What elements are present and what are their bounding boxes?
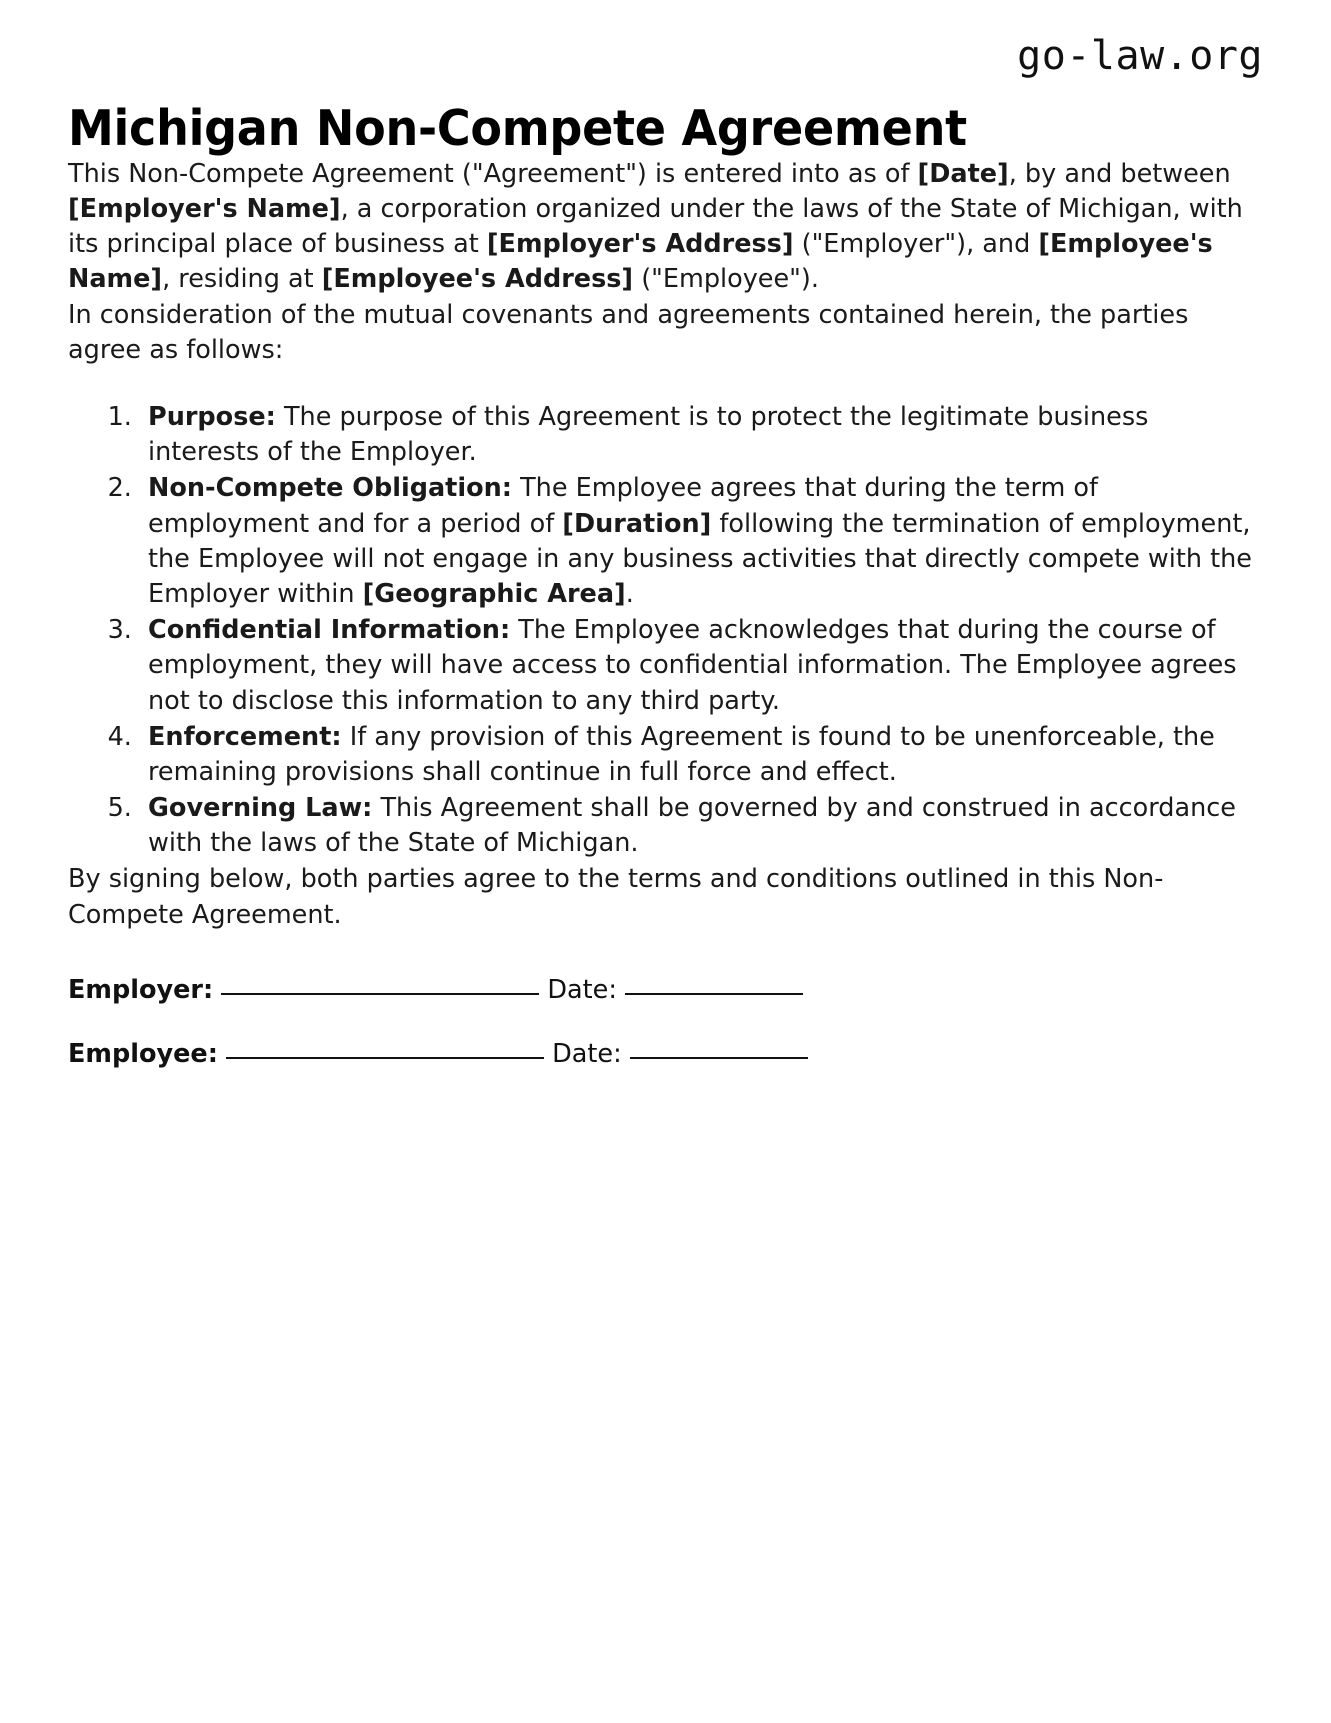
closing-paragraph: By signing below, both parties agree to the terms and conditions outlined in this Non-Compete Agreement. [68,864,1164,930]
list-item [140,613,1263,719]
list-item [140,400,1263,470]
clause-text-non-compete-b: following the termination of employment, the Employee will not engage in any business activities that directly compete with the Employer within [148,508,1252,609]
list-item [140,791,1263,861]
employee-date-line[interactable] [630,1057,808,1059]
clause-term-enforcement: Enforcement: [148,721,342,752]
site-brand-text: go-law.org [1017,33,1263,79]
placeholder-duration: [Duration] [562,508,712,539]
placeholder-employee-name: [Employee's Name] [68,229,1213,295]
clause-text-non-compete-a: The Employee agrees that during the term of employment and for a period of [148,473,1099,539]
placeholder-employer-address: [Employer's Address] [486,229,794,260]
employer-signature-line[interactable] [221,993,539,995]
page-title: Michigan Non-Compete Agreement [68,100,967,157]
intro-text-1: This Non-Compete Agreement ("Agreement") is entered into as of [68,158,918,189]
employer-date-label: Date: [547,974,617,1005]
consideration-paragraph: In consideration of the mutual covenants and agreements contained herein, the parties agree as follows: [68,299,1189,365]
intro-text-5: , residing at [162,264,322,295]
clause-text-confidential-information: The Employee acknowledges that during the course of employment, they will have access to confidential information. The Employee agrees not to disclose this information to any third party. [148,615,1237,716]
clause-term-governing-law: Governing Law: [148,793,373,824]
intro-text-4: ("Employer"), and [793,229,1039,260]
placeholder-employee-address: [Employee's Address] [321,264,634,295]
placeholder-geographic-area: [Geographic Area] [362,578,626,609]
employer-date-line[interactable] [625,993,803,995]
clause-text-purpose: The purpose of this Agreement is to protect the legitimate business interests of the Employer. [148,402,1149,468]
intro-text-6: ("Employee"). [633,264,819,295]
clause-term-confidential-information: Confidential Information: [148,615,511,646]
site-brand-header [68,0,1263,86]
employee-signature-row [68,1037,1263,1071]
intro-text-2: , by and between [1008,158,1231,189]
signature-block [68,973,1263,1072]
list-item [140,471,1263,612]
employee-signature-label: Employee: [68,1039,218,1070]
intro-text-3: , a corporation organized under the laws of the State of Michigan, with its principal place of business at [68,194,1243,260]
employer-signature-label: Employer: [68,974,214,1005]
clause-term-purpose: Purpose: [148,402,276,432]
clause-text-enforcement: If any provision of this Agreement is found to be unenforceable, the remaining provisions shall continue in full force and effect. [148,721,1215,787]
clause-term-non-compete-obligation: Non-Compete Obligation: [148,473,512,504]
employer-signature-row [68,973,1263,1007]
clause-text-non-compete-c: . [625,578,634,609]
placeholder-employer-name: [Employer's Name] [68,194,341,225]
clause-text-governing-law: This Agreement shall be governed by and construed in accordance with the laws of the State of Michigan. [148,793,1236,859]
employee-date-label: Date: [552,1039,622,1070]
employee-signature-line[interactable] [226,1057,544,1059]
clause-list [68,400,1263,861]
placeholder-date: [Date] [917,158,1009,189]
list-item [140,720,1263,790]
intro-paragraph [68,157,1263,298]
